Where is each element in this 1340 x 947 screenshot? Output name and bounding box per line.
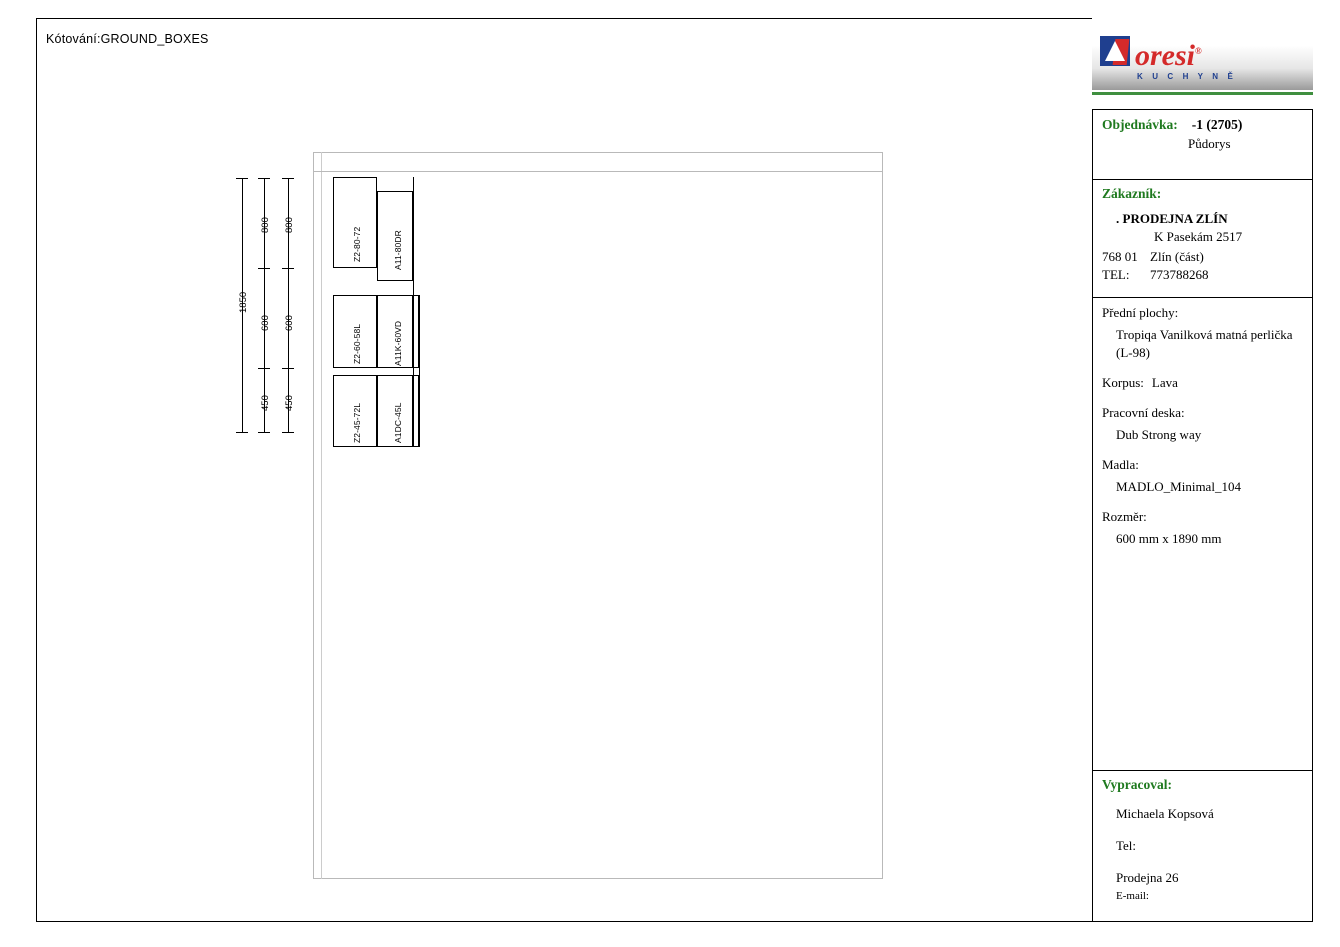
- info-panel: [1092, 18, 1313, 922]
- order-view: Půdorys: [1188, 136, 1231, 151]
- dim-tick: [282, 368, 294, 369]
- dim-tick: [236, 178, 248, 179]
- customer-street: K Pasekám 2517: [1154, 229, 1243, 244]
- logo-brand-text: oresi: [1135, 39, 1195, 72]
- dim-tick: [258, 268, 270, 269]
- size-label: Rozměr:: [1102, 509, 1147, 524]
- author-email-label: E-mail:: [1116, 890, 1149, 902]
- spec-section: [1092, 298, 1313, 771]
- dim-chain2-450: 450: [284, 395, 295, 411]
- author-tel-label: Tel:: [1116, 838, 1137, 853]
- dim-tick: [258, 178, 270, 179]
- cabinet-right-edge: [413, 177, 414, 447]
- cab-a1dc-45l-label: A1DC-45L: [393, 402, 403, 443]
- logo-content: [1100, 36, 1236, 81]
- oresi-logo-icon: [1100, 36, 1130, 66]
- customer-tel: 773788268: [1150, 267, 1209, 282]
- corpus-row: [1102, 374, 1303, 392]
- order-label: Objednávka:: [1102, 117, 1178, 132]
- corpus-value: Lava: [1151, 375, 1178, 390]
- logo-registered-mark: ®: [1195, 46, 1202, 56]
- author-label: Vypracoval:: [1102, 777, 1172, 792]
- customer-tel-row: [1102, 266, 1303, 284]
- order-section: [1092, 110, 1313, 180]
- cab-a11-80dr-label: A11-80DR: [393, 230, 403, 270]
- logo-red-shape: [1113, 39, 1130, 65]
- fronts-value: Tropiqa Vanilková matná perlička (L-98): [1116, 327, 1293, 360]
- brand-logo: [1092, 18, 1313, 110]
- dim-chain2-800: 800: [284, 217, 295, 233]
- corpus-label: Korpus:: [1102, 375, 1144, 390]
- customer-section: [1092, 180, 1313, 298]
- cab-z2-45-72l-label: Z2-45-72L: [352, 402, 362, 443]
- drawing-caption: Kótování:GROUND_BOXES: [46, 32, 209, 46]
- order-row: [1102, 116, 1303, 133]
- handles-label: Madla:: [1102, 457, 1139, 472]
- customer-tel-label: TEL:: [1102, 267, 1130, 282]
- dim-tick: [282, 432, 294, 433]
- order-value: -1 (2705): [1191, 117, 1243, 132]
- cab-z2-60-58l-label: Z2-60-58L: [352, 323, 362, 364]
- customer-zip: 768 01: [1102, 249, 1138, 264]
- dim-chain1-600: 600: [260, 315, 271, 331]
- dim-chain1-450: 450: [260, 395, 271, 411]
- dim-line-chain1: [264, 178, 265, 432]
- drawing-area: [36, 18, 1092, 922]
- author-name: Michaela Kopsová: [1116, 806, 1214, 821]
- dim-tick: [282, 268, 294, 269]
- dim-tick: [236, 432, 248, 433]
- dim-tick: [282, 178, 294, 179]
- author-shop: Prodejna 26: [1116, 870, 1179, 885]
- customer-city-row: [1102, 248, 1303, 266]
- cab-z2-80-72-label: Z2-80-72: [352, 226, 362, 262]
- dim-line-chain2: [288, 178, 289, 432]
- cabinet-outer-edge: [419, 295, 420, 447]
- worktop-value: Dub Strong way: [1116, 427, 1202, 442]
- cab-a11k-60vd-label: A11K-60VD: [393, 320, 403, 366]
- customer-name: . PRODEJNA ZLÍN: [1116, 211, 1228, 226]
- worktop-label: Pracovní deska:: [1102, 405, 1185, 420]
- logo-subtitle: K U C H Y N Ě: [1137, 72, 1237, 81]
- size-value: 600 mm x 1890 mm: [1116, 531, 1222, 546]
- handles-value: MADLO_Minimal_104: [1116, 479, 1241, 494]
- dim-total-1850: 1850: [238, 291, 249, 313]
- dim-chain1-800: 800: [260, 217, 271, 233]
- logo-green-bar: [1092, 92, 1313, 95]
- logo-wordmark: [1135, 36, 1236, 71]
- dim-chain2-600: 600: [284, 315, 295, 331]
- customer-label: Zákazník:: [1102, 186, 1162, 201]
- author-section: [1092, 771, 1313, 921]
- fronts-label: Přední plochy:: [1102, 305, 1179, 320]
- plan-top-edge: [313, 171, 883, 172]
- customer-city: Zlín (část): [1150, 249, 1204, 264]
- dim-tick: [258, 368, 270, 369]
- dim-tick: [258, 432, 270, 433]
